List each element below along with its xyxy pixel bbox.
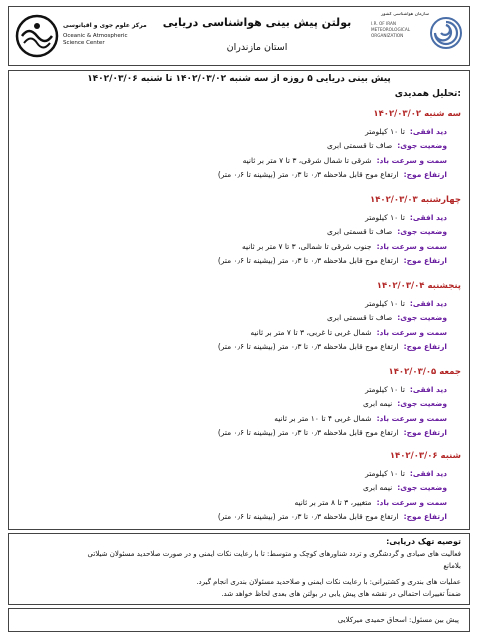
wind-row xyxy=(15,414,447,425)
wind-label: سمت و سرعت باد: xyxy=(376,156,447,165)
wave-row xyxy=(15,342,447,353)
day-forecast xyxy=(15,451,463,527)
forecast-panel xyxy=(8,70,470,530)
weather-label: وضعیت جوی: xyxy=(397,313,447,322)
marine-recommendations xyxy=(8,533,470,605)
visibility-row xyxy=(15,213,447,224)
weather-value: نیمه ابری xyxy=(362,399,393,408)
wind-value: شمال غربی تا غربی، ۳ تا ۷ متر بر ثانیه xyxy=(250,328,372,337)
oasc-name-en: Oceanic & Atmospheric Science Center xyxy=(63,33,128,46)
wind-row xyxy=(15,156,447,167)
forecaster-footer xyxy=(8,608,470,632)
weather-label: وضعیت جوی: xyxy=(397,483,447,492)
wave-value: ارتفاع موج قابل ملاحظه ۰٫۳ تا ۰٫۳ متر (بیشینه تا ۰٫۶ متر) xyxy=(217,512,399,521)
visibility-row xyxy=(15,469,447,480)
weather-value: صاف تا قسمتی ابری xyxy=(326,313,393,322)
wave-value: ارتفاع موج قابل ملاحظه ۰٫۳ تا ۰٫۳ متر (بیشینه تا ۰٫۶ متر) xyxy=(217,256,399,265)
weather-label: وضعیت جوی: xyxy=(397,141,447,150)
wave-value: ارتفاع موج قابل ملاحظه ۰٫۳ تا ۰٫۳ متر (بیشینه تا ۰٫۶ متر) xyxy=(217,428,399,437)
visibility-value: تا ۱۰ کیلومتر xyxy=(365,213,405,222)
visibility-label: دید افقی: xyxy=(409,299,447,308)
wave-value: ارتفاع موج قابل ملاحظه ۰٫۳ تا ۰٫۳ متر (بیشینه تا ۰٫۶ متر) xyxy=(217,342,399,351)
wind-label: سمت و سرعت باد: xyxy=(376,242,447,251)
visibility-label: دید افقی: xyxy=(409,385,447,394)
day-title: سه شنبه ۱۴۰۲/۰۳/۰۲ xyxy=(373,109,461,119)
wave-row xyxy=(15,170,447,181)
weather-row xyxy=(15,399,447,410)
visibility-row xyxy=(15,299,447,310)
visibility-label: دید افقی: xyxy=(409,213,447,222)
wind-value: شمال غربی ۴ تا ۱۰ متر بر ثانیه xyxy=(274,414,372,423)
recommendations-title: توصیه تهک دریایی: xyxy=(386,537,461,546)
wind-label: سمت و سرعت باد: xyxy=(376,414,447,423)
day-forecast xyxy=(15,195,463,271)
bulletin-title: بولتن پیش بینی هواشناسی دریایی xyxy=(162,16,352,29)
wind-value: جنوب شرقی تا شمالی، ۳ تا ۷ متر بر ثانیه xyxy=(241,242,372,251)
visibility-value: تا ۱۰ کیلومتر xyxy=(365,469,405,478)
visibility-label: دید افقی: xyxy=(409,127,447,136)
weather-label: وضعیت جوی: xyxy=(397,227,447,236)
weather-value: صاف تا قسمتی ابری xyxy=(326,141,393,150)
weather-row xyxy=(15,141,447,152)
day-title: جمعه ۱۴۰۲/۰۳/۰۵ xyxy=(388,367,461,377)
province-name: استان مازندران xyxy=(226,42,288,53)
weather-label: وضعیت جوی: xyxy=(397,399,447,408)
wind-label: سمت و سرعت باد: xyxy=(376,498,447,507)
weather-row xyxy=(15,483,447,494)
recommendation-line: عملیات های بندری و کشتیرانی: با رعایت نکات ایمنی و صلاحدید مسئولان بندری انجام گیرد. xyxy=(196,578,461,586)
visibility-label: دید افقی: xyxy=(409,469,447,478)
wave-row xyxy=(15,512,447,523)
wind-label: سمت و سرعت باد: xyxy=(376,328,447,337)
wave-row xyxy=(15,256,447,267)
irimo-emblem-icon xyxy=(429,16,463,50)
wave-value: ارتفاع موج قابل ملاحظه ۰٫۳ تا ۰٫۳ متر (بیشینه تا ۰٫۶ متر) xyxy=(217,170,399,179)
forecaster-name: پیش بین مسئول: اسحاق حمیدی میرکلایی xyxy=(337,616,459,624)
wave-label: ارتفاع موج: xyxy=(403,512,447,521)
wave-label: ارتفاع موج: xyxy=(403,428,447,437)
forecast-period-title: پیش بینی دریایی ۵ روزه از سه شنبه ۱۴۰۲/۰۳/۰۲ تا شنبه ۱۴۰۲/۰۳/۰۶ xyxy=(87,74,391,84)
weather-value: نیمه ابری xyxy=(362,483,393,492)
recommendation-line: فعالیت های صیادی و گردشگری و تردد شناورهای کوچک و متوسط: تا با رعایت نکات ایمنی و در صورت صلاحدید مسئولان شیلاتی xyxy=(87,550,461,558)
oasc-logo xyxy=(15,12,147,62)
visibility-value: تا ۱۰ کیلومتر xyxy=(365,385,405,394)
day-title: شنبه ۱۴۰۲/۰۳/۰۶ xyxy=(389,451,461,461)
wave-label: ارتفاع موج: xyxy=(403,342,447,351)
oasc-name-fa: مرکز علوم جوی و اقیانوسی xyxy=(63,22,147,29)
wave-label: ارتفاع موج: xyxy=(403,170,447,179)
wind-row xyxy=(15,498,447,509)
visibility-value: تا ۱۰ کیلومتر xyxy=(365,127,405,136)
day-forecast xyxy=(15,109,463,185)
weather-value: صاف تا قسمتی ابری xyxy=(326,227,393,236)
wave-label: ارتفاع موج: xyxy=(403,256,447,265)
weather-row xyxy=(15,313,447,324)
day-title: پنجشنبه ۱۴۰۲/۰۳/۰۴ xyxy=(376,281,461,291)
visibility-value: تا ۱۰ کیلومتر xyxy=(365,299,405,308)
irimo-name-fa: سازمان هواشناسی کشور xyxy=(381,12,429,17)
wind-value: متغییر، ۳ تا ۸ متر بر ثانیه xyxy=(294,498,372,507)
synoptic-analysis-label: تحلیل همدیدی: xyxy=(394,89,461,99)
recommendation-line: ضمناً تغییرات احتمالی در نقشه های پیش یابی در بولتن های بعدی لحاظ خواهد شد. xyxy=(221,590,461,598)
wind-row xyxy=(15,328,447,339)
day-forecast xyxy=(15,367,463,443)
day-forecast xyxy=(15,281,463,357)
day-title: چهارشنبه ۱۴۰۲/۰۳/۰۳ xyxy=(370,195,461,205)
wind-row xyxy=(15,242,447,253)
wind-value: شرقی تا شمال شرقی، ۳ تا ۷ متر بر ثانیه xyxy=(242,156,372,165)
wave-row xyxy=(15,428,447,439)
irimo-logo xyxy=(371,10,463,62)
recommendation-line: بلامانع xyxy=(443,562,461,570)
weather-row xyxy=(15,227,447,238)
visibility-row xyxy=(15,385,447,396)
bulletin-header xyxy=(8,6,470,66)
visibility-row xyxy=(15,127,447,138)
irimo-name-en: I.R. OF IRAN METEOROLOGICAL ORGANIZATION xyxy=(371,21,411,38)
